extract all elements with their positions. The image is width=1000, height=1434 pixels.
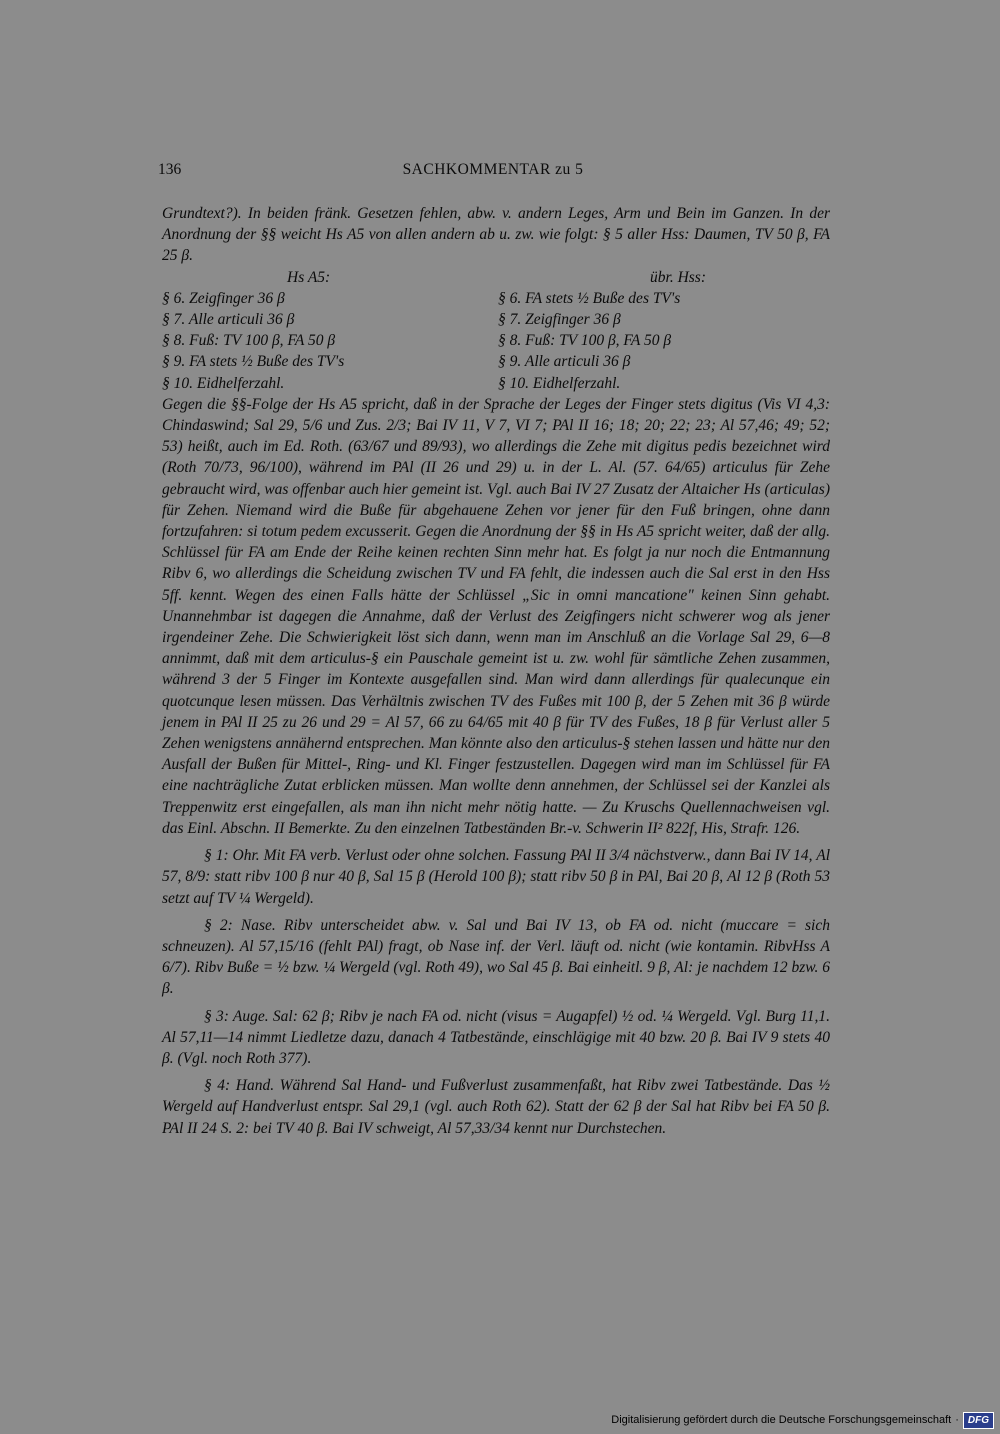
- right-column-item: § 9. Alle articuli 36 β: [498, 353, 631, 371]
- digitization-footer: [611, 1410, 994, 1430]
- left-column: [162, 267, 494, 394]
- intro-paragraph: [162, 203, 830, 267]
- section-paragraph-4: § 4: Hand. Während Sal Hand- und Fußverlust zusammenfaßt, hat Ribv zwei Tatbestände. Das ½ Wergeld auf Handverlust entspr. Sal 29,1 (vgl. auch Roth 62). Statt der 62 β der Sal hat Ribv bei FA 50 β. PAl II 24 S. 2: bei TV 40 β. Bai IV schweigt, Al 57,33/34 kennt nur Durchstechen.: [162, 1077, 830, 1137]
- right-column: [494, 267, 830, 394]
- running-head: SACHKOMMENTAR zu 5: [402, 161, 584, 178]
- intro-line: In der Anordnung der §§ weicht Hs A5 von allen andern ab u. zw. wie folgt: § 5 aller Hss: Daumen,: [162, 205, 831, 244]
- right-column-heading: übr. Hss:: [650, 268, 706, 286]
- main-paragraph: Gegen die §§-Folge der Hs A5 spricht, daß in der Sprache der Leges der Finger stets digitus (Vis VI 4,3: Chindaswind; Sal 29, 5/6 und Zus. 2/3; Bai IV 11, V 7, VI 7; PAl II 16; 18; 20; 22; 23; Al 57,46; 49; 52; 53) heißt, auch im Ed. Roth. (63/67 und 89/93), wo allerdings die Zehe mit digitus pedis bezeichnet wird (Roth 70/73, 96/100), während im PAl (II 26 und 29) u. in der L. Al. (57. 64/65) articulus für Zehe gebraucht wird, was offenbar auch hier gemeint ist. Vgl. auch Bai IV 27 Zusatz der Altaicher Hs (articulas) für Zehen. Niemand wird die Buße für abgehauene Zehen vor jener für den Fuß bringen, ohne dann fortzufahren: si totum pedem excusserit. Gegen die Anordnung der §§ in Hs A5 spricht weiter, daß der allg. Schlüssel für FA am Ende der Reihe keinen rechten Sinn mehr hat. Es folgt ja nur noch die Entmannung Ribv 6, wo allerdings die Scheidung zwischen TV und FA fehlt, die indessen auch die Sal erst in den Hss 5ff. kennt. Wegen des einen Falls hätte der Schlüssel „Sic in omni mancatione" keinen Sinn gehabt. Unannehmbar ist dagegen die Annahme, daß der Verlust des Zeigfingers nicht schwerer wog als jener irgendeiner Zehe. Die Schwierigkeit löst sich dann, wenn man im Anschluß an die Vorlage Sal 29, 6—8 annimmt, daß mit dem articulus-§ ein Pauschale gemeint ist u. zw. wohl für sämtliche Zehen zusammen, während 3 der 5 Finger im Kontexte ausgefallen sind. Man wird dann allerdings für qualecunque ein quotcunque lesen müssen. Das Verhältnis zwischen TV des Fußes mit 100 β, der 5 Zehen mit 36 β würde jenem in PAl II 25 zu 26 und 29 = Al 57, 66 zu 64/65 mit 40 β für TV des Fußes, 18 β für Verlust aller 5 Zehen wenigstens annähernd entsprechen. Man könnte also den articulus-§ stehen lassen und hätte nur den Ausfall der Bußen für Mittel-, Ring- und Kl. Finger festzustellen. Dagegen wird man im Schlüssel für FA eine nachträgliche Zutat erblicken müssen. Man wollte denn annehmen, der Schlüssel sei der Kanzlei als Treppenwitz erst eingefallen, als man ihn nicht mehr nötig hatte. — Zu Kruschs Quellennachweisen vgl. das Einl. Abschn. II Bemerkte. Zu den einzelnen Tatbeständen Br.-v. Schwerin II² 822f, His, Strafr. 126.: [162, 395, 830, 837]
- footer-text: Digitalisierung gefördert durch die Deutsche Forschungsgemeinschaft: [611, 1414, 952, 1426]
- page-header: [158, 161, 828, 185]
- intro-line: Grundtext?). In beiden fränk. Gesetzen fehlen, abw. v. andern Leges, Arm und Bein im Ganzen.: [162, 205, 784, 222]
- right-column-item: § 7. Zeigfinger 36 β: [498, 311, 621, 329]
- body-text: [162, 203, 830, 1139]
- left-column-item: § 9. FA stets ½ Buße des TV's: [162, 353, 345, 371]
- footer-separator: ·: [955, 1414, 959, 1426]
- left-column-item: § 7. Alle articuli 36 β: [162, 311, 295, 329]
- comparison-columns: [162, 267, 830, 394]
- left-column-item: § 6. Zeigfinger 36 β: [162, 289, 285, 307]
- right-column-item: § 10. Eidhelferzahl.: [498, 374, 621, 392]
- intro-line: TV 50 β, FA 25 β.: [162, 226, 831, 265]
- left-column-item: § 10. Eidhelferzahl.: [162, 374, 285, 392]
- dfg-logo: DFG: [963, 1412, 994, 1429]
- section-paragraph-1: § 1: Ohr. Mit FA verb. Verlust oder ohne solchen. Fassung PAl II 3/4 nächstverw., dann Bai IV 14, Al 57, 8/9: statt ribv 100 β nur 40 β, Sal 15 β (Herold 100 β); statt ribv 50 β in PAl, Bai 20 β, Al 12 β (Roth 53 setzt auf TV ¼ Wergeld).: [162, 847, 830, 907]
- right-column-item: § 8. Fuß: TV 100 β, FA 50 β: [498, 332, 672, 350]
- section-paragraph-2: § 2: Nase. Ribv unterscheidet abw. v. Sal und Bai IV 13, ob FA od. nicht (muccare = sich schneuzen). Al 57,15/16 (fehlt PAl) fragt, ob Nase inf. der Verl. läuft od. nicht (wie kontamin. RibvHss A 6/7). Ribv Buße = ½ bzw. ¼ Wergeld (vgl. Roth 49), wo Sal 45 β. Bai einheitl. 9 β, Al: je nachdem 12 bzw. 6 β.: [162, 916, 830, 998]
- page-number: 136: [158, 161, 182, 178]
- right-column-item: § 6. FA stets ½ Buße des TV's: [498, 289, 681, 307]
- left-column-item: § 8. Fuß: TV 100 β, FA 50 β: [162, 332, 336, 350]
- left-column-heading: Hs A5:: [287, 268, 331, 286]
- section-paragraph-3: § 3: Auge. Sal: 62 β; Ribv je nach FA od. nicht (visus = Augapfel) ½ od. ¼ Wergeld. Vgl. Burg 11,1. Al 57,11—14 nimmt Liedletze dazu, danach 4 Tatbestände, einschlägige mit 40 bzw. 20 β. Bai IV 9 stets 40 β. (Vgl. noch Roth 377).: [162, 1007, 830, 1067]
